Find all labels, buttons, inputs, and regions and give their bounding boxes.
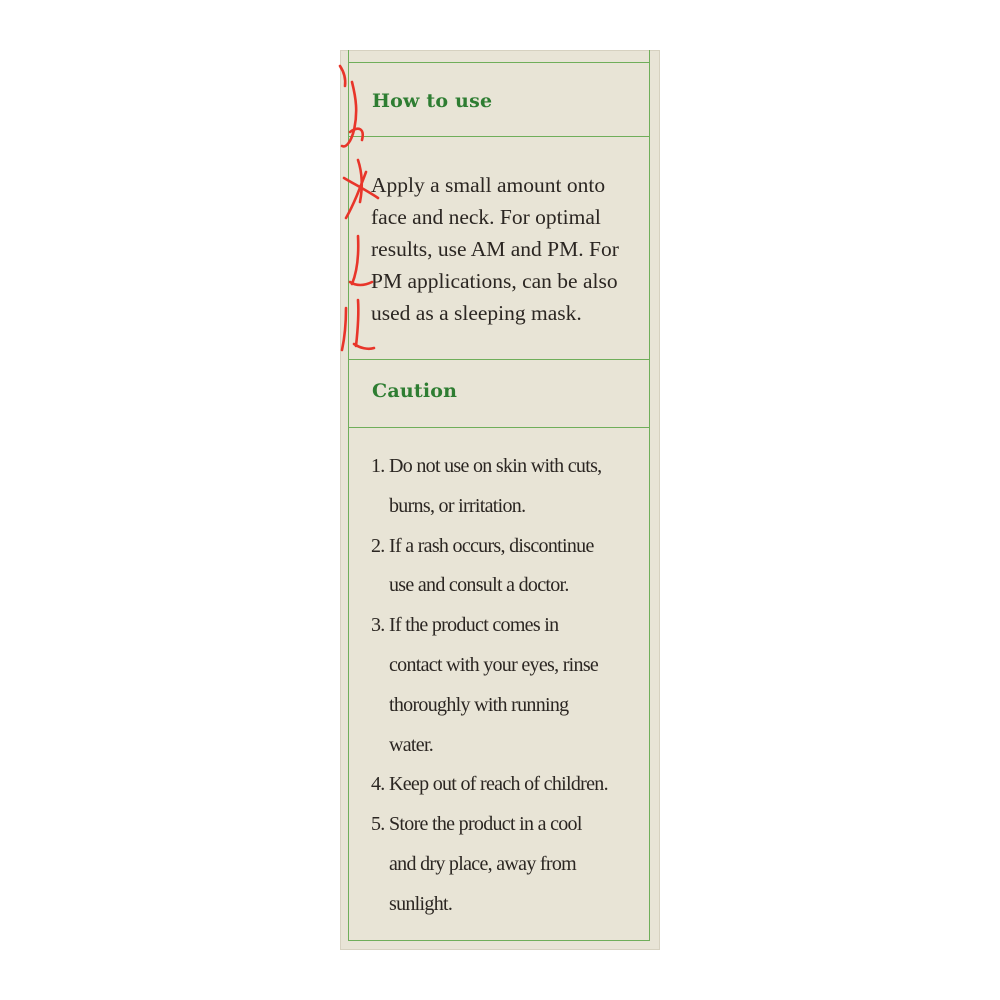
caution-line: and dry place, away from (389, 852, 576, 875)
caution-number: 3. (371, 614, 385, 637)
divider-how-to-use (349, 136, 649, 137)
caution-line: Do not use on skin with cuts, (389, 455, 602, 477)
caution-list (371, 447, 651, 925)
caution-line: Keep out of reach of children. (389, 773, 608, 796)
handwriting-stroke (352, 236, 358, 284)
caution-item (371, 805, 651, 924)
caution-line: use and consult a doctor. (389, 574, 569, 597)
red-handwriting-marks (332, 60, 392, 360)
divider-caution-top (349, 359, 649, 360)
caution-line: If a rash occurs, discontinue (389, 534, 594, 557)
caution-line: sunlight. (389, 892, 453, 915)
divider-caution (349, 427, 649, 428)
caution-item (371, 765, 651, 805)
caution-text (389, 606, 651, 765)
handwriting-stroke (350, 282, 372, 285)
caution-line: burns, or irritation. (389, 494, 526, 517)
divider-top (349, 62, 649, 63)
usage-line: face and neck. For optimal (371, 205, 601, 229)
caution-text (389, 805, 651, 924)
caution-text (389, 447, 651, 527)
caution-number: 5. (371, 813, 385, 836)
how-to-use-heading: How to use (372, 90, 493, 112)
usage-line: results, use AM and PM. For (371, 237, 619, 261)
handwriting-stroke (346, 172, 366, 218)
how-to-use-text (371, 169, 646, 329)
usage-line: PM applications, can be also (371, 269, 618, 293)
caution-number: 2. (371, 534, 385, 557)
caution-line: thoroughly with running (389, 693, 569, 716)
handwriting-stroke (342, 82, 356, 146)
caution-text (389, 527, 651, 607)
caution-number: 1. (371, 455, 385, 477)
caution-item (371, 447, 651, 527)
caution-line: contact with your eyes, rinse (389, 653, 599, 676)
caution-number: 4. (371, 773, 385, 796)
handwriting-stroke (340, 66, 345, 86)
caution-item (371, 527, 651, 607)
handwriting-stroke (342, 308, 346, 350)
caution-line: If the product comes in (389, 614, 559, 637)
usage-line: Apply a small amount onto (371, 173, 606, 197)
caution-line: water. (389, 733, 434, 756)
caution-item (371, 606, 651, 765)
usage-line: used as a sleeping mask. (371, 301, 582, 325)
handwriting-stroke (356, 300, 358, 346)
green-frame (348, 50, 650, 941)
caution-text (389, 765, 651, 805)
handwriting-stroke (354, 344, 374, 349)
caution-heading: Caution (372, 380, 458, 402)
caution-line: Store the product in a cool (389, 813, 582, 836)
